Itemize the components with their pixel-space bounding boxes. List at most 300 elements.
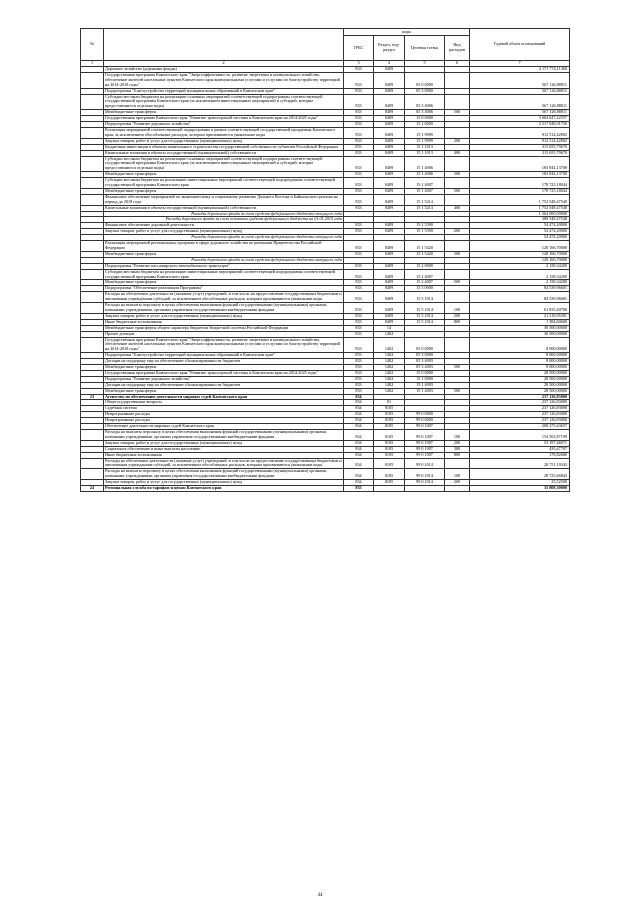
row-expense-type: 500 [445,188,470,194]
row-name: Расходы на обеспечение деятельности (оказание услуг) учреждений, в том числе на предоставление государственным бюджетным и автономным учреждениям субсидий, за исключением обособленных расходов, которым присваиваются уникальные коды [105,458,342,468]
row-section [374,486,405,492]
table-body [81,67,570,492]
row-grbs: 833 [344,353,374,359]
row-section: 0409 [374,116,405,122]
row-target-article: 15 1 5390 [405,229,445,235]
table-row [81,430,570,441]
row-grbs: 834 [344,406,374,412]
row-number: 24 [81,486,104,492]
row-name: Расходы на выплаты персоналу в целях обеспечения выполнения функций государственными (муниципальными) органами, казенными учреждениями, органами управления государственными внебюджетными фондами [104,430,344,441]
row-amount: 84 539,96601 [470,292,570,303]
row-number [81,337,104,353]
row-amount: 237 126,83000 [470,412,570,418]
row-target-article: 15 1 5420 [405,251,445,257]
row-target-article: 99 0 1007 [405,446,445,452]
row-amount: 178 725,18044 [470,188,570,194]
row-name: Подпрограмма "Развитие пассажирского автомобильного транспорта" [104,263,344,269]
row-section: 1402 [374,331,405,337]
row-grbs: 833 [344,94,374,110]
row-target-article: 99 0 1007 [405,452,445,458]
row-expense-type [445,458,470,469]
table-row [81,72,570,88]
row-name: Межбюджетные трансферты [104,172,344,178]
row-grbs: 833 [344,325,374,331]
table-row [81,194,570,205]
row-number [81,127,104,138]
row-grbs: 833 [344,370,374,376]
row-grbs: 834 [344,424,374,430]
row-name: Межбюджетные трансферты общего характера бюджетам бюджетной системы Российской Федерации [104,325,344,331]
row-amount: 1 384,60600 [470,319,570,325]
row-expense-type [445,72,470,88]
row-amount: 912 514,42802 [470,138,570,144]
row-target-article: 15 1 4007 [405,188,445,194]
row-grbs: 834 [344,458,374,469]
row-target-article: 05 0 0000 [405,337,445,353]
row-section: 0409 [374,194,405,205]
row-section: 0105 [374,469,405,480]
row-name: Закупка товаров, работ и услуг для государственных (муниципальных) нужд [104,313,344,319]
row-section: 0409 [374,286,405,292]
row-name: Социальное обеспечение и иные выплаты населению [104,446,344,452]
row-target-article: 05 3 0000 [405,353,445,359]
row-grbs: 833 [344,229,374,235]
row-section: 0105 [374,430,405,441]
row-expense-type: 800 [445,452,470,458]
row-expense-type: 200 [445,138,470,144]
row-name: Субсидии местным бюджетам на реализацию инвестиционных мероприятий соответствующей подпрограммы соответствующей государственной программы Камчатского края [104,269,344,280]
row-target-article: 15 5 1014 [405,303,445,314]
row-name: Межбюджетные трансферты [104,388,344,394]
row-grbs: 834 [344,394,374,400]
row-section: 14 [374,325,405,331]
row-section: 0105 [374,446,405,452]
row-expense-type [445,486,470,492]
row-section: 0409 [374,205,405,211]
row-name: Подпрограмма "Благоустройство территорий муниципальных образований в Камчатском крае" [104,88,344,94]
row-target-article: 15 1 1013 [405,144,445,150]
header-number: № [81,29,104,61]
row-amount: 8 000,00000 [470,365,570,371]
row-section: 0409 [374,88,405,94]
row-name: Финансовое обеспечение мероприятий по экономическому и социальному развитию Дальнего Востока и Байкальского региона на период до 2018 года [104,194,344,205]
row-target-article: 15 1 4006 [405,156,445,172]
row-expense-type: 200 [445,229,470,235]
row-target-article: 15 1 0000 [405,376,445,382]
row-section: 01 [374,400,405,406]
header-target-article: Целевая статья [405,36,445,61]
row-amount: 567 126,88811 [470,94,570,110]
row-number [81,72,104,88]
row-target-article: 15 1 5390 [405,223,445,229]
row-section: 0409 [374,178,405,189]
table-row [81,458,570,469]
row-grbs: 833 [344,376,374,382]
row-section: 0409 [374,72,405,88]
row-grbs: 834 [344,412,374,418]
row-amount: 567 126,88811 [470,72,570,88]
row-grbs: 833 [344,156,374,172]
row-expense-type: 500 [445,251,470,257]
row-expense-type [445,337,470,353]
row-target-article: 15 1 9999 [405,138,445,144]
table-row [81,303,570,314]
row-expense-type: 200 [445,440,470,446]
row-name: Подпрограмма "Развитие дорожного хозяйства" [104,122,344,128]
row-target-article: 15 2 4007 [405,269,445,280]
row-expense-type: 500 [445,110,470,116]
row-section: 0409 [374,303,405,314]
row-grbs: 833 [344,269,374,280]
row-name: Расходы дорожного фонда за счет средств федерального бюджета текущего года [104,211,344,217]
row-amount: 435,47707 [470,446,570,452]
row-name: Капитальные вложения в объекты государственной (муниципальной) собственности [104,205,344,211]
row-section: 0409 [374,229,405,235]
row-amount: 2 158,34200 [470,269,570,280]
row-expense-type: 200 [445,313,470,319]
row-grbs: 834 [344,480,374,486]
row-amount: 237 126,83000 [470,406,570,412]
row-section: 1402 [374,370,405,376]
row-section: 0105 [374,480,405,486]
row-grbs: 833 [344,365,374,371]
row-name: Подпрограмма "Благоустройство территорий муниципальных образований в Камчатском крае" [104,353,344,359]
row-name: Государственная программа Камчатского края "Энергоэффективность, развитие энергетики и коммунального хозяйства, обеспечение жителей населенных пунктов Камчатского края коммунальными услугами и услугами по благоустройству территорий на 2014-2018 годы" [104,337,344,353]
row-target-article: 15 5 1014 [405,319,445,325]
row-name: Иные бюджетные ассигнования [104,452,344,458]
row-amount: 21 319,95301 [470,313,570,319]
row-section: 0409 [374,67,405,73]
row-name: Закупка товаров, работ и услуг для государственных (муниципальных) нужд [104,440,344,446]
row-grbs: 833 [344,205,374,211]
row-name: Государственная программа Камчатского края "Энергоэффективность, развитие энергетики и коммунального хозяйства, обеспечение жителей населенных пунктов Камчатского края коммунальными услугами и услугами по благоустройству территорий на 2014-2018 годы" [104,72,344,88]
row-section: 1402 [374,382,405,388]
row-grbs: 833 [344,313,374,319]
row-name: Закупка товаров, работ и услуг для государственных (муниципальных) нужд [104,229,344,235]
row-grbs: 833 [344,178,374,189]
row-amount: 183 844,13700 [470,172,570,178]
row-grbs: 833 [344,127,374,138]
row-section: 0105 [374,440,405,446]
row-amount: 54 474,20000 [470,229,570,235]
row-name: Иные бюджетные ассигнования [104,319,344,325]
table-row [81,269,570,280]
row-grbs: 834 [344,400,374,406]
row-amount: 237 126,83000 [470,400,570,406]
row-name: Субсидии местным бюджетам на реализацию инвестиционных мероприятий соответствующей подпрограммы соответствующей государственной программы Камчатского края [104,178,344,189]
row-amount: 1 752 548,47540 [470,205,570,211]
row-expense-type: 100 [445,430,470,441]
table-row [81,127,570,138]
row-grbs: 833 [344,251,374,257]
index-cell: 6 [445,61,470,67]
row-number [81,241,104,252]
row-section: 0409 [374,122,405,128]
row-name: Межбюджетные трансферты [104,365,344,371]
index-cell: 7 [470,61,570,67]
index-cell: 1 [81,61,104,67]
row-amount: 183 844,13700 [470,156,570,172]
row-target-article: 15 1 1013 [405,150,445,156]
header-expense-type: Вид расходов [445,36,470,61]
row-target-article: 15 1 4006 [405,172,445,178]
row-amount: 28 500,00000 [470,370,570,376]
row-amount: 315 655,79670 [470,144,570,150]
row-name: Региональная служба по тарифам и ценам Камчатского края [104,486,344,492]
row-section: 1402 [374,353,405,359]
row-target-article: 05 3 4003 [405,359,445,365]
table-row [81,469,570,480]
index-cell: 2 [104,61,344,67]
page-number: 44 [317,893,323,898]
row-name: Межбюджетные трансферты [104,188,344,194]
row-target-article: 05 3 4006 [405,110,445,116]
row-amount: 25,52500 [470,480,570,486]
row-name: Закупка товаров, работ и услуг для государственных (муниципальных) нужд [104,480,344,486]
row-section: 0409 [374,319,405,325]
row-name: Непрограммные расходы [104,418,344,424]
row-expense-type [445,156,470,172]
row-section: 0105 [374,418,405,424]
row-grbs: 833 [344,88,374,94]
row-section: 1402 [374,359,405,365]
row-section: 0409 [374,280,405,286]
row-number [81,178,104,189]
row-name: Судебная система [104,406,344,412]
row-amount: 61 835,40700 [470,303,570,314]
row-target-article: 05 3 4006 [405,94,445,110]
row-target-article: 15 2 0000 [405,263,445,269]
row-section: 0409 [374,292,405,303]
row-name: Расходы дорожного фонда за счет остатков средств федерального бюджета на 01.01.2015 года [104,217,344,223]
row-amount: 54 474,20000 [470,235,570,241]
table-row [81,178,570,189]
row-name: Субсидии местным бюджетам на реализацию основных мероприятий соответствующей подпрограммы соответствующей государственной программы Камчатского края (за исключением инвестиционных мероприятий и субсидий, которые предоставляются отдельно коды) [104,94,344,110]
row-section: 0409 [374,127,405,138]
row-grbs: 833 [344,172,374,178]
row-name: Расходы на выплаты персоналу в целях обеспечения выполнения функций государственными (муниципальными) органами, казенными учреждениями, органами управления государственными внебюджетными фондами [104,469,344,480]
row-amount: 28 751,19343 [470,458,570,469]
row-expense-type [445,127,470,138]
row-grbs: 833 [344,138,374,144]
row-amount: 388 548,47540 [470,217,570,223]
row-section: 0409 [374,241,405,252]
row-name: Реализация мероприятий соответствующей подпрограммы в рамках соответствующей государственной программы Камчатского края, за исключением обособленных расходов, которым присваиваются уникальные коды [104,127,344,138]
row-amount: 2 158,34200 [470,280,570,286]
row-amount: 28 500,00000 [470,376,570,382]
row-number [81,156,104,172]
row-target-article: 15 0 0000 [405,370,445,376]
row-name: Расходы на выплаты персоналу в целях обеспечения выполнения функций государственными (муниципальными) органами, казенными учреждениями, органами управления государственными внебюджетными фондами [104,303,344,314]
header-name [104,29,344,61]
row-section: 0409 [374,269,405,280]
index-cell: 4 [374,61,405,67]
row-expense-type: 800 [445,319,470,325]
row-name: Непрограммные расходы [104,412,344,418]
row-section: 0409 [374,313,405,319]
row-amount: 84 539,96601 [470,286,570,292]
row-section: 0409 [374,156,405,172]
row-amount: 28 725,66843 [470,469,570,480]
row-target-article [405,486,445,492]
row-expense-type: 100 [445,469,470,480]
row-grbs: 833 [344,263,374,269]
row-section: 0105 [374,424,405,430]
row-name: Прочие дотации [104,331,344,337]
row-name: Расходы дорожного фонда за счет средств федерального бюджета текущего года [104,235,344,241]
row-name: Дорожное хозяйство (дорожные фонды) [104,67,344,73]
row-target-article: 99 0 1014 [405,469,445,480]
row-grbs: 833 [344,110,374,116]
row-section: 0409 [374,188,405,194]
row-grbs: 834 [344,469,374,480]
row-expense-type: 400 [445,205,470,211]
row-expense-type [445,292,470,303]
row-grbs: 833 [344,72,374,88]
row-grbs: 833 [344,67,374,73]
row-expense-type: 400 [445,150,470,156]
row-amount: 120 166,70000 [470,257,570,263]
row-target-article: 15 2 4007 [405,280,445,286]
table-row [81,94,570,110]
row-amount: 2 158,34200 [470,263,570,269]
header-grbs: ГРБС [344,36,374,61]
row-name: Субсидии местным бюджетам на реализацию основных мероприятий соответствующей подпрограммы соответствующей государственной программы Камчатского края (за исключением инвестиционных мероприятий и субсидий, которые предоставляются отдельно коды) [104,156,344,172]
row-amount: 208 375,63657 [470,424,570,430]
row-number [81,458,104,469]
row-grbs: 835 [344,486,374,492]
row-expense-type [445,194,470,205]
row-target-article: 05 3 4003 [405,365,445,371]
row-name: Государственная программа Камчатского края "Развитие транспортной системы в Камчатском крае на 2014-2025 годы" [104,370,344,376]
row-expense-type: 500 [445,388,470,394]
row-amount: 54 474,20000 [470,223,570,229]
row-amount: 178,82680 [470,452,570,458]
row-name: Бюджетные инвестиции в объекты капитального строительства государственной собственности субъектов Российской Федерации [104,144,344,150]
row-target-article: 15 5 1014 [405,313,445,319]
row-amount: 8 000,00000 [470,337,570,353]
row-amount: 8 000,00000 [470,353,570,359]
row-expense-type: 500 [445,280,470,286]
row-amount: 28 500,00000 [470,382,570,388]
row-target-article: 99 0 1014 [405,458,445,469]
row-section: 0409 [374,144,405,150]
table-row [81,241,570,252]
row-target-article: 05 3 0000 [405,88,445,94]
row-target-article: 15 5 0000 [405,286,445,292]
row-grbs: 833 [344,319,374,325]
row-grbs: 833 [344,337,374,353]
row-expense-type: 300 [445,446,470,452]
table-row [81,156,570,172]
row-name: Межбюджетные трансферты [104,280,344,286]
row-section: 0409 [374,138,405,144]
row-expense-type [445,94,470,110]
row-amount: 35 808,30000 [470,486,570,492]
row-amount: 237 126,83000 [470,394,570,400]
row-grbs: 833 [344,223,374,229]
row-grbs: 833 [344,382,374,388]
row-grbs: 833 [344,241,374,252]
row-grbs: 833 [344,359,374,365]
row-grbs: 833 [344,122,374,128]
table-row [81,337,570,353]
budget-table [80,28,570,492]
row-grbs: 834 [344,452,374,458]
row-expense-type: 500 [445,172,470,178]
row-name: Подпрограмма "Обеспечение реализации Программы" [104,286,344,292]
index-cell: 3 [344,61,374,67]
header-amount: Годовой объем ассигнований [470,29,570,61]
row-amount: 315 655,79670 [470,150,570,156]
row-target-article: 15 0 0000 [405,116,445,122]
row-amount: 1 752 548,47540 [470,194,570,205]
row-section: 0409 [374,172,405,178]
index-cell: 5 [405,61,445,67]
table-row [81,292,570,303]
row-name: Закупка товаров, работ и услуг для государственных (муниципальных) нужд [104,138,344,144]
row-grbs: 833 [344,303,374,314]
row-target-article: 99 0 1007 [405,424,445,430]
row-target-article: 15 1 4003 [405,388,445,394]
row-grbs: 833 [344,292,374,303]
row-grbs: 834 [344,430,374,441]
row-target-article: 99 0 0000 [405,412,445,418]
row-grbs: 833 [344,144,374,150]
row-expense-type: 500 [445,365,470,371]
row-section: 1402 [374,365,405,371]
row-amount: 120 166,70000 [470,251,570,257]
row-name: Расходы дорожного фонда за счет средств федерального бюджета текущего года [104,257,344,263]
row-amount: 178 725,18044 [470,178,570,189]
row-section: 0409 [374,150,405,156]
row-amount: 53 197,46071 [470,440,570,446]
row-grbs: 833 [344,331,374,337]
row-expense-type: 100 [445,303,470,314]
row-target-article: 99 0 1007 [405,440,445,446]
row-section: 0409 [374,94,405,110]
row-number [81,303,104,314]
row-section: 0105 [374,458,405,469]
row-target-article: 15 1 9999 [405,127,445,138]
row-expense-type [445,178,470,189]
row-amount: 154 563,87199 [470,430,570,441]
header-codes: коды [344,29,470,36]
row-number [81,94,104,110]
row-target-article: 15 5 1014 [405,292,445,303]
row-name: Межбюджетные трансферты [104,110,344,116]
row-amount: 912 514,42802 [470,127,570,138]
table-row [81,486,570,492]
row-section: 0105 [374,412,405,418]
row-section: 0409 [374,263,405,269]
row-amount: 3 604 647,22557 [470,116,570,122]
row-grbs: 833 [344,388,374,394]
row-name: Капитальные вложения в объекты государственной (муниципальной) собственности [104,150,344,156]
row-amount: 36 500,00000 [470,331,570,337]
row-section: 0409 [374,251,405,257]
row-amount: 567 126,88811 [470,110,570,116]
row-name: Государственная программа Камчатского края "Развитие транспортной системы в Камчатском крае на 2014-2025 годы" [104,116,344,122]
row-amount: 120 166,70000 [470,241,570,252]
row-name: Реализация мероприятий региональных программ в сфере дорожного хозяйства по решениям Правительства Российской Федерации [104,241,344,252]
row-expense-type [445,241,470,252]
row-name: Агентство по обеспечению деятельности мировых судей Камчатского края [104,394,344,400]
row-target-article: 99 0 1014 [405,480,445,486]
row-grbs: 834 [344,418,374,424]
row-name: Расходы на обеспечение деятельности (оказание услуг) учреждений, в том числе на предоставление государственным бюджетным и автономным учреждениям субсидий, за исключением обособленных расходов, которым присваиваются уникальные коды [105,291,342,302]
row-amount: 36 500,00000 [470,325,570,331]
